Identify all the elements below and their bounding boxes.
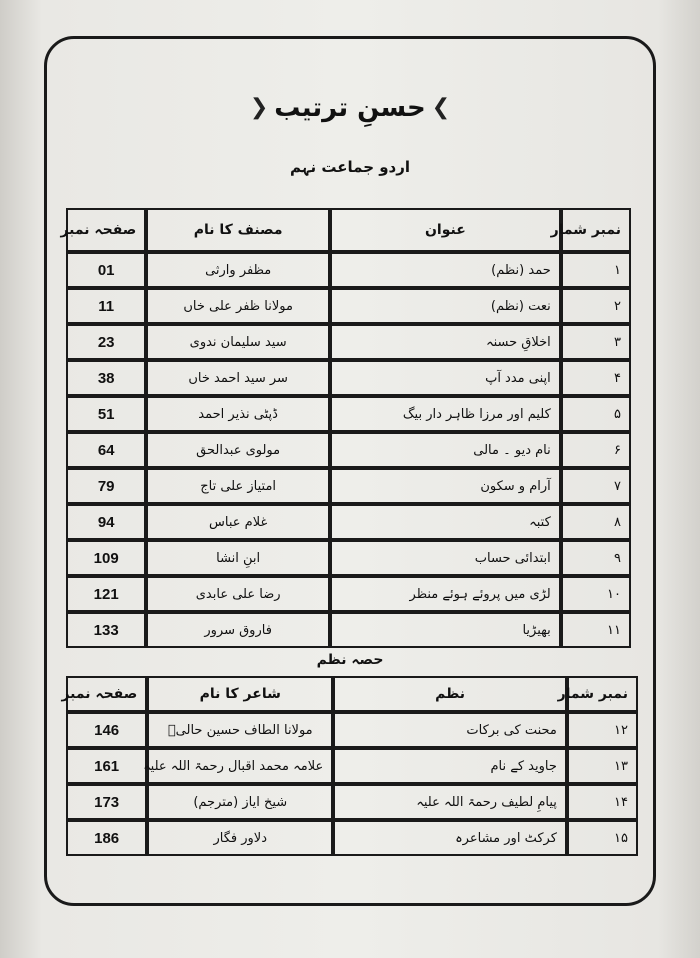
row-author: مولوی عبدالحق — [146, 432, 330, 468]
row-title: نعت (نظم) — [330, 288, 561, 324]
poetry-table-body — [66, 712, 638, 856]
table-header-row — [66, 676, 638, 712]
row-author: سر سید احمد خاں — [146, 360, 330, 396]
column-header-title: نظم — [333, 676, 567, 712]
row-page-number: 109 — [66, 540, 146, 576]
row-author: دلاور فگار — [147, 820, 333, 856]
row-title: جاوید کے نام — [333, 748, 567, 784]
row-page-number: 11 — [66, 288, 146, 324]
row-title: نام دیو ۔ مالی — [330, 432, 561, 468]
row-page-number: 64 — [66, 432, 146, 468]
row-page-number: 94 — [66, 504, 146, 540]
row-title: لڑی میں پروئے ہوئے منظر — [330, 576, 561, 612]
prose-table-body — [66, 252, 631, 648]
table-row — [66, 324, 631, 360]
row-number: ۱۰ — [561, 576, 631, 612]
row-page-number: 23 — [66, 324, 146, 360]
poetry-contents-table — [61, 676, 638, 856]
row-title: کلیم اور مرزا ظاہر دار بیگ — [330, 396, 561, 432]
row-number: ۲ — [561, 288, 631, 324]
page-title-block — [0, 88, 700, 128]
row-number: ۳ — [561, 324, 631, 360]
poetry-section-title: حصہ نظم — [316, 652, 384, 668]
row-number: ۱۵ — [567, 820, 638, 856]
row-author: فاروق سرور — [146, 612, 330, 648]
row-page-number: 01 — [66, 252, 146, 288]
row-number: ۱۲ — [567, 712, 638, 748]
column-header-author: مصنف کا نام — [146, 208, 330, 252]
column-header-author: شاعر کا نام — [147, 676, 333, 712]
row-number: ۸ — [561, 504, 631, 540]
row-page-number: 79 — [66, 468, 146, 504]
column-header-page: صفحہ نمبر — [66, 208, 146, 252]
row-author: مولانا ظفر علی خاں — [146, 288, 330, 324]
ornament-right-icon: ❮ — [431, 95, 451, 120]
row-page-number: 161 — [66, 748, 147, 784]
table-row — [66, 820, 638, 856]
row-title: اخلاقِ حسنہ — [330, 324, 561, 360]
row-page-number: 133 — [66, 612, 146, 648]
table-row — [66, 784, 638, 820]
row-number: ۷ — [561, 468, 631, 504]
row-title: آرام و سکون — [330, 468, 561, 504]
row-title: پیامِ لطیف رحمۃ اللہ علیہ — [333, 784, 567, 820]
row-title: کتبہ — [330, 504, 561, 540]
row-page-number: 173 — [66, 784, 147, 820]
table-row — [66, 748, 638, 784]
row-number: ۱۳ — [567, 748, 638, 784]
row-title: محنت کی برکات — [333, 712, 567, 748]
table-row — [66, 396, 631, 432]
table-row — [66, 468, 631, 504]
column-header-page: صفحہ نمبر — [66, 676, 147, 712]
table-row — [66, 360, 631, 396]
row-title: ابتدائی حساب — [330, 540, 561, 576]
ornament-left-icon: ❯ — [249, 95, 269, 120]
row-number: ۵ — [561, 396, 631, 432]
row-page-number: 146 — [66, 712, 147, 748]
row-page-number: 51 — [66, 396, 146, 432]
row-author: امتیاز علی تاج — [146, 468, 330, 504]
prose-contents-table — [60, 208, 631, 648]
table-row — [66, 504, 631, 540]
row-author: علامہ محمد اقبال رحمۃ اللہ علیہ — [147, 748, 333, 784]
page-title: حسنِ ترتیب — [274, 93, 426, 123]
row-title: حمد (نظم) — [330, 252, 561, 288]
column-header-title: عنوان — [330, 208, 561, 252]
row-page-number: 121 — [66, 576, 146, 612]
row-number: ۱ — [561, 252, 631, 288]
table-row — [66, 576, 631, 612]
row-author: سید سلیمان ندوی — [146, 324, 330, 360]
table-row — [66, 288, 631, 324]
row-author: غلام عباس — [146, 504, 330, 540]
table-row — [66, 432, 631, 468]
row-number: ۱۴ — [567, 784, 638, 820]
row-author: مولانا الطاف حسین حالیؔ — [147, 712, 333, 748]
table-row — [66, 540, 631, 576]
row-number: ۶ — [561, 432, 631, 468]
table-header-row — [66, 208, 631, 252]
column-header-number: نمبر شمار — [567, 676, 638, 712]
row-author: رضا علی عابدی — [146, 576, 330, 612]
page-subtitle: اردو جماعت نہم — [289, 158, 411, 176]
row-page-number: 186 — [66, 820, 147, 856]
column-header-number: نمبر شمار — [561, 208, 631, 252]
row-author: ڈپٹی نذیر احمد — [146, 396, 330, 432]
row-title: کرکٹ اور مشاعرہ — [333, 820, 567, 856]
table-row — [66, 252, 631, 288]
row-author: ابنِ انشا — [146, 540, 330, 576]
row-title: اپنی مدد آپ — [330, 360, 561, 396]
row-number: ۱۱ — [561, 612, 631, 648]
row-author: شیخ ایاز (مترجم) — [147, 784, 333, 820]
table-row — [66, 712, 638, 748]
row-author: مظفر وارثی — [146, 252, 330, 288]
row-page-number: 38 — [66, 360, 146, 396]
row-number: ۴ — [561, 360, 631, 396]
table-row — [66, 612, 631, 648]
row-title: بھیڑیا — [330, 612, 561, 648]
row-number: ۹ — [561, 540, 631, 576]
